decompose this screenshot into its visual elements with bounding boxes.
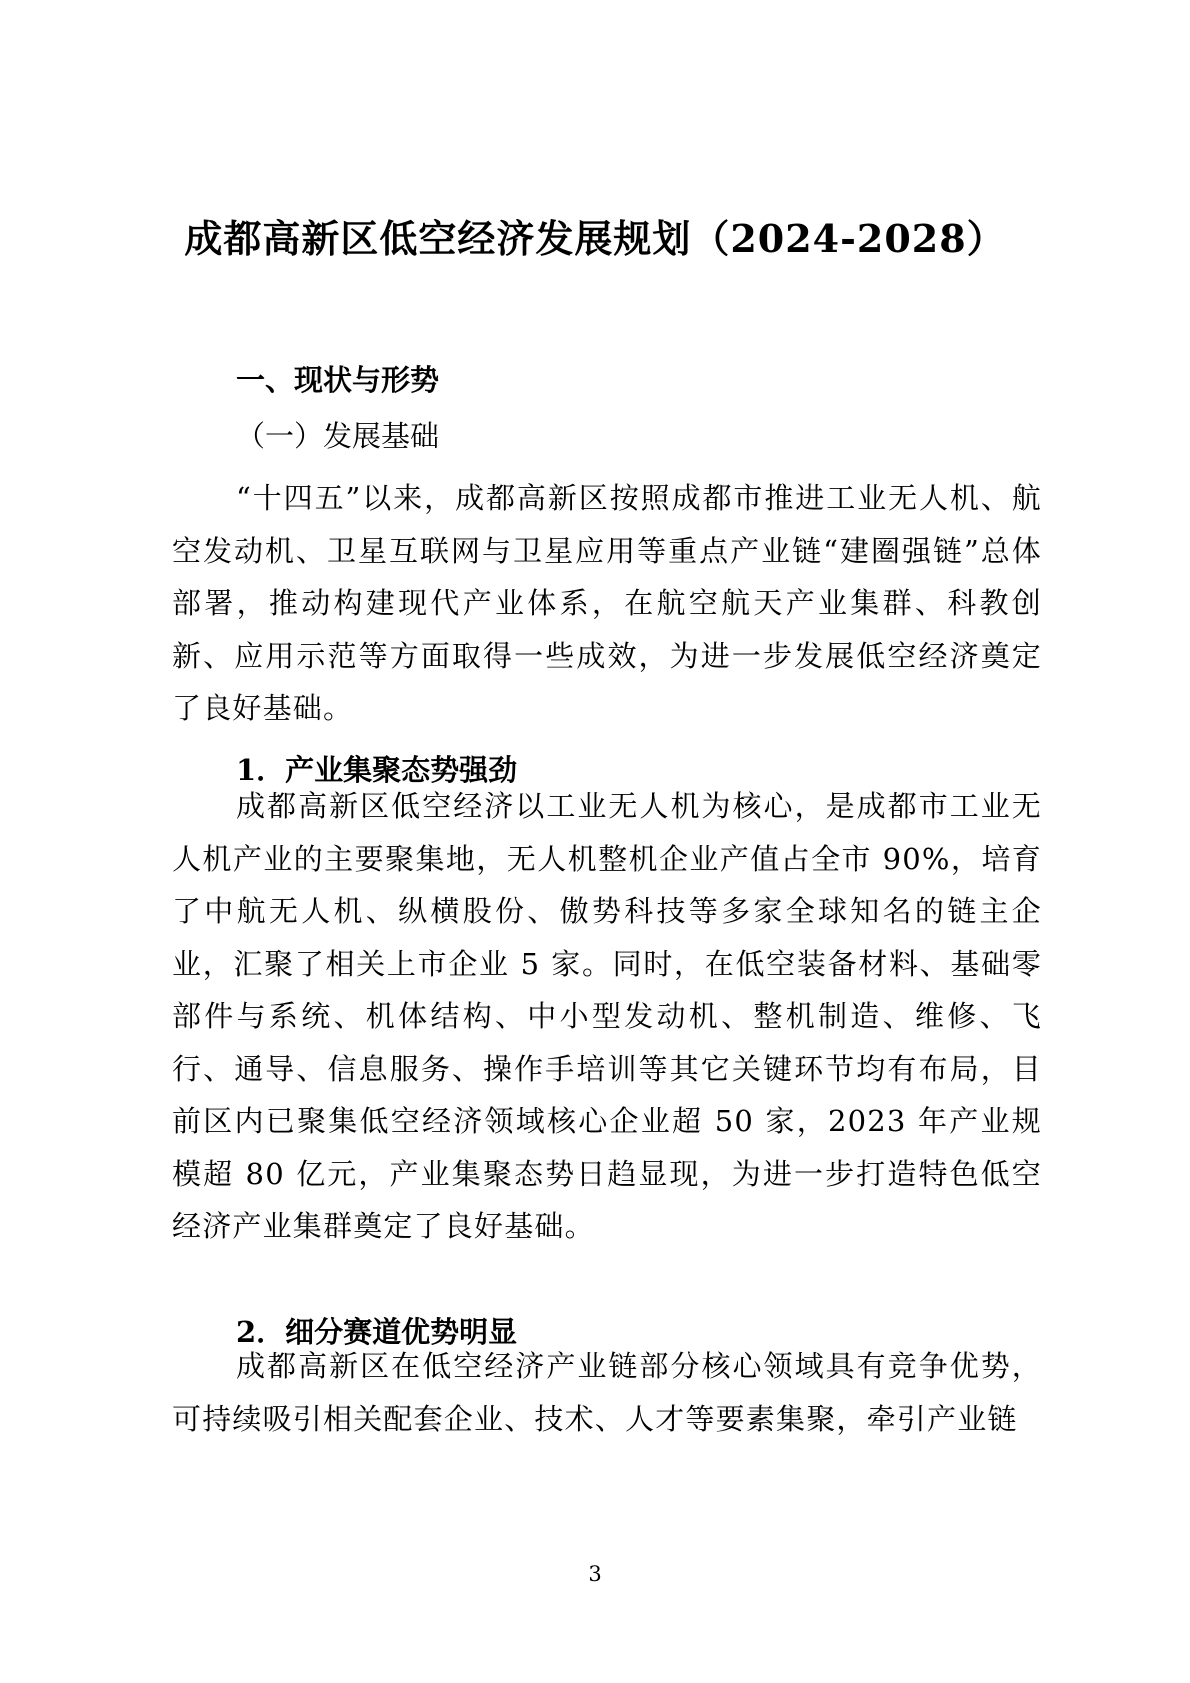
item-heading-1: 1．产业集聚态势强劲 xyxy=(236,753,518,787)
subsection-heading: （一）发展基础 xyxy=(236,419,440,453)
item-heading-2: 2．细分赛道优势明显 xyxy=(236,1315,518,1349)
item-paragraph-1: 成都高新区低空经济以工业无人机为核心，是成都市工业无人机产业的主要聚集地，无人机整机企业产值占全市 90%，培育了中航无人机、纵横股份、傲势科技等多家全球知名的链主企业，汇聚了相关上市企业 5 家。同时，在低空装备材料、基础零部件与系统、机体结构、中小型发动机、整机制造、维修、飞行、通导、信息服务、操作手培训等其它关键环节均有布局，目前区内已聚集低空经济领域核心企业超 50 家，2023 年产业规模超 80 亿元，产业集聚态势日趋显现，为进一步打造特色低空经济产业集群奠定了良好基础。 xyxy=(172,789,1042,1243)
section-heading: 一、现状与形势 xyxy=(236,363,440,397)
page-number: 3 xyxy=(588,1562,602,1586)
item-paragraph-2: 成都高新区在低空经济产业链部分核心领域具有竞争优势，可持续吸引相关配套企业、技术、人才等要素集聚，牵引产业链 xyxy=(172,1349,1042,1436)
document-title: 成都高新区低空经济发展规划（2024-2028） xyxy=(184,216,1006,261)
intro-paragraph: “十四五”以来，成都高新区按照成都市推进工业无人机、航空发动机、卫星互联网与卫星应用等重点产业链“建圈强链”总体部署，推动构建现代产业体系，在航空航天产业集群、科教创新、应用示范等方面取得一些成效，为进一步发展低空经济奠定了良好基础。 xyxy=(172,481,1042,725)
